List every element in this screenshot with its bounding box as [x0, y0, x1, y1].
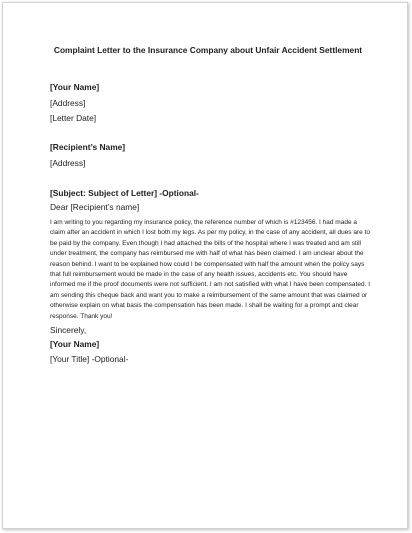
- sender-name: [Your Name]: [50, 82, 100, 92]
- salutation: Dear [Recipient’s name]: [50, 202, 140, 212]
- letter-title: Complaint Letter to the Insurance Company about Unfair Accident Settlement: [53, 45, 363, 55]
- letter-body: I am writing to you regarding my insurance policy, the reference number of which is #123456. I had made a claim after an accident in which I lost both my legs. As per my policy, in the case of any accident, all dues are to be paid by the company. Even though I had attached the bills of the hospital where I was treated and am still under treatment, the company has reimbursed me with half of what has been claimed. I am unclear about the reason behind. I want to be explained how could I be compensated with half the amount when the policy says that full reimbursement would be made in the case of any health issues, accidents etc. You should have informed me if the proof documents were not sufficient. I am not satisfied with what I have been compensated. I am sending this cheque back and want you to make a reimbursement of the same amount that was claimed or otherwise explain on what basis the compensation has been made. I shall be waiting for a prompt and clear response. Thank you!: [50, 219, 370, 320]
- recipient-address: [Address]: [50, 158, 86, 168]
- letter-date: [Letter Date]: [50, 113, 97, 123]
- closing: Sincerely,: [50, 325, 87, 335]
- signature-name: [Your Name]: [50, 339, 100, 349]
- recipient-name: [Recipient’s Name]: [50, 142, 126, 152]
- letter-subject: [Subject: Subject of Letter] -Optional-: [50, 188, 199, 198]
- letter-page: [2, 2, 408, 529]
- signature-title: [Your Title] -Optional-: [50, 354, 129, 364]
- sender-address: [Address]: [50, 98, 86, 108]
